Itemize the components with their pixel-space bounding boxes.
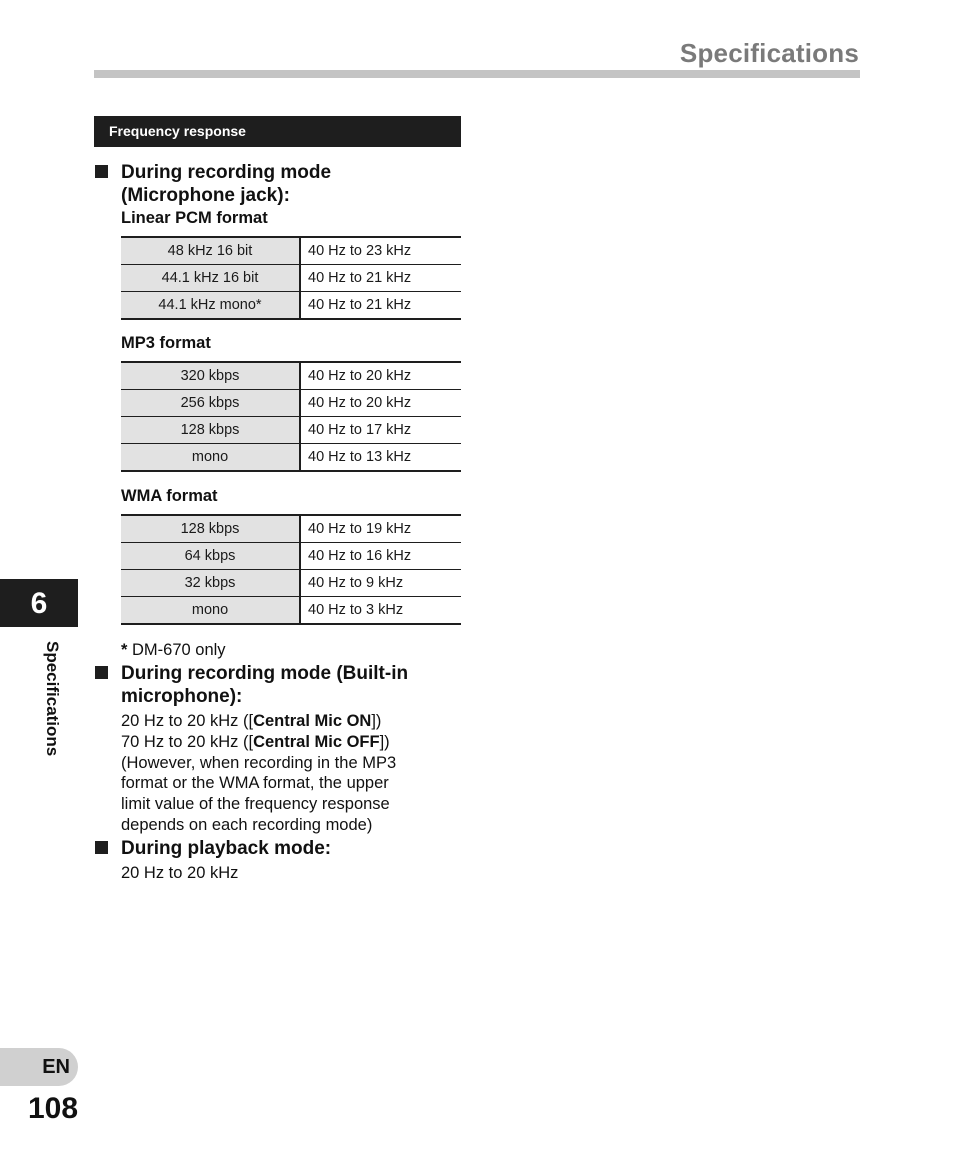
page-number: 108 [28,1092,79,1125]
heading-line: (Microphone jack): [121,185,290,206]
table-row [121,390,461,417]
menu-setting-central-mic-off: Central Mic OFF [253,732,380,751]
pcm-format-label: Linear PCM format [121,209,268,227]
table-row [121,515,461,543]
table-cell-range: 40 Hz to 9 kHz [300,570,461,597]
table-row [121,362,461,390]
bullet-square-icon [95,666,108,679]
table-cell-mode: 128 kbps [121,515,300,543]
table-cell-range: 40 Hz to 21 kHz [300,265,461,292]
pcm-table [121,236,461,320]
table-cell-range: 40 Hz to 3 kHz [300,597,461,625]
heading-line: microphone): [121,686,243,707]
table-row [121,417,461,444]
table-cell-mode: 48 kHz 16 bit [121,237,300,265]
mp3-table [121,361,461,472]
section-title: Frequency response [94,116,461,147]
footnote [121,640,226,661]
bullet-square-icon [95,841,108,854]
note-line: depends on each recording mode) [121,815,373,834]
bullet-square-icon [95,165,108,178]
text-run: ]) [379,732,390,751]
table-cell-range: 40 Hz to 13 kHz [300,444,461,472]
table-row [121,543,461,570]
text-run: ]) [371,712,382,730]
table-row [121,292,461,320]
table-row [121,444,461,472]
table-cell-mode: 256 kbps [121,390,300,417]
table-row [121,237,461,265]
menu-setting-central-mic-on: Central Mic ON [253,712,372,730]
footnote-mark: * [121,641,128,659]
language-badge: EN [0,1048,78,1086]
heading-recording-builtin [121,662,408,708]
heading-line: During recording mode [121,162,332,183]
table-cell-mode: mono [121,597,300,625]
wma-table [121,514,461,625]
heading-recording-mic-jack [121,161,331,207]
builtin-mic-details [121,711,396,836]
table-cell-range: 40 Hz to 16 kHz [300,543,461,570]
table-cell-range: 40 Hz to 19 kHz [308,521,412,537]
table-cell-mode: 128 kbps [121,417,300,444]
playback-value: 20 Hz to 20 kHz [121,864,239,882]
table-cell-range: 40 Hz to 21 kHz [300,292,461,320]
table-cell-mode: 44.1 kHz 16 bit [121,265,300,292]
table-cell-mode: mono [121,444,300,472]
table-cell-mode: 64 kbps [121,543,300,570]
footnote-text: DM-670 only [127,641,226,659]
builtin-line-central-on [121,711,396,732]
heading-line: During recording mode (Built-in [121,663,409,684]
table-row [121,597,461,625]
wma-format-label: WMA format [121,487,218,505]
builtin-line-central-off [121,732,396,753]
table-cell-range: 40 Hz to 20 kHz [308,368,412,384]
table-row [121,265,461,292]
note-line: format or the WMA format, the upper [121,774,389,793]
table-row [121,570,461,597]
chapter-tab: 6 [0,579,78,627]
table-cell-range: 40 Hz to 17 kHz [300,417,461,444]
mp3-format-label: MP3 format [121,334,211,352]
note-line: (However, when recording in the MP3 [121,753,397,772]
heading-playback: During playback mode: [121,838,332,859]
text-run: 20 Hz to 20 kHz ([ [121,712,254,730]
chapter-label-text: Specifications [43,641,62,757]
table-cell-mode: 32 kbps [121,570,300,597]
note-line: limit value of the frequency response [121,795,390,814]
table-cell-range: 40 Hz to 20 kHz [300,390,461,417]
chapter-label [36,641,62,757]
text-run: 70 Hz to 20 kHz ([ [121,732,254,751]
page-title: Specifications [679,38,859,68]
table-cell-range: 40 Hz to 23 kHz [308,243,412,259]
table-cell-mode: 44.1 kHz mono* [121,292,300,320]
table-cell-mode: 320 kbps [121,362,300,390]
header-rule [94,70,860,78]
